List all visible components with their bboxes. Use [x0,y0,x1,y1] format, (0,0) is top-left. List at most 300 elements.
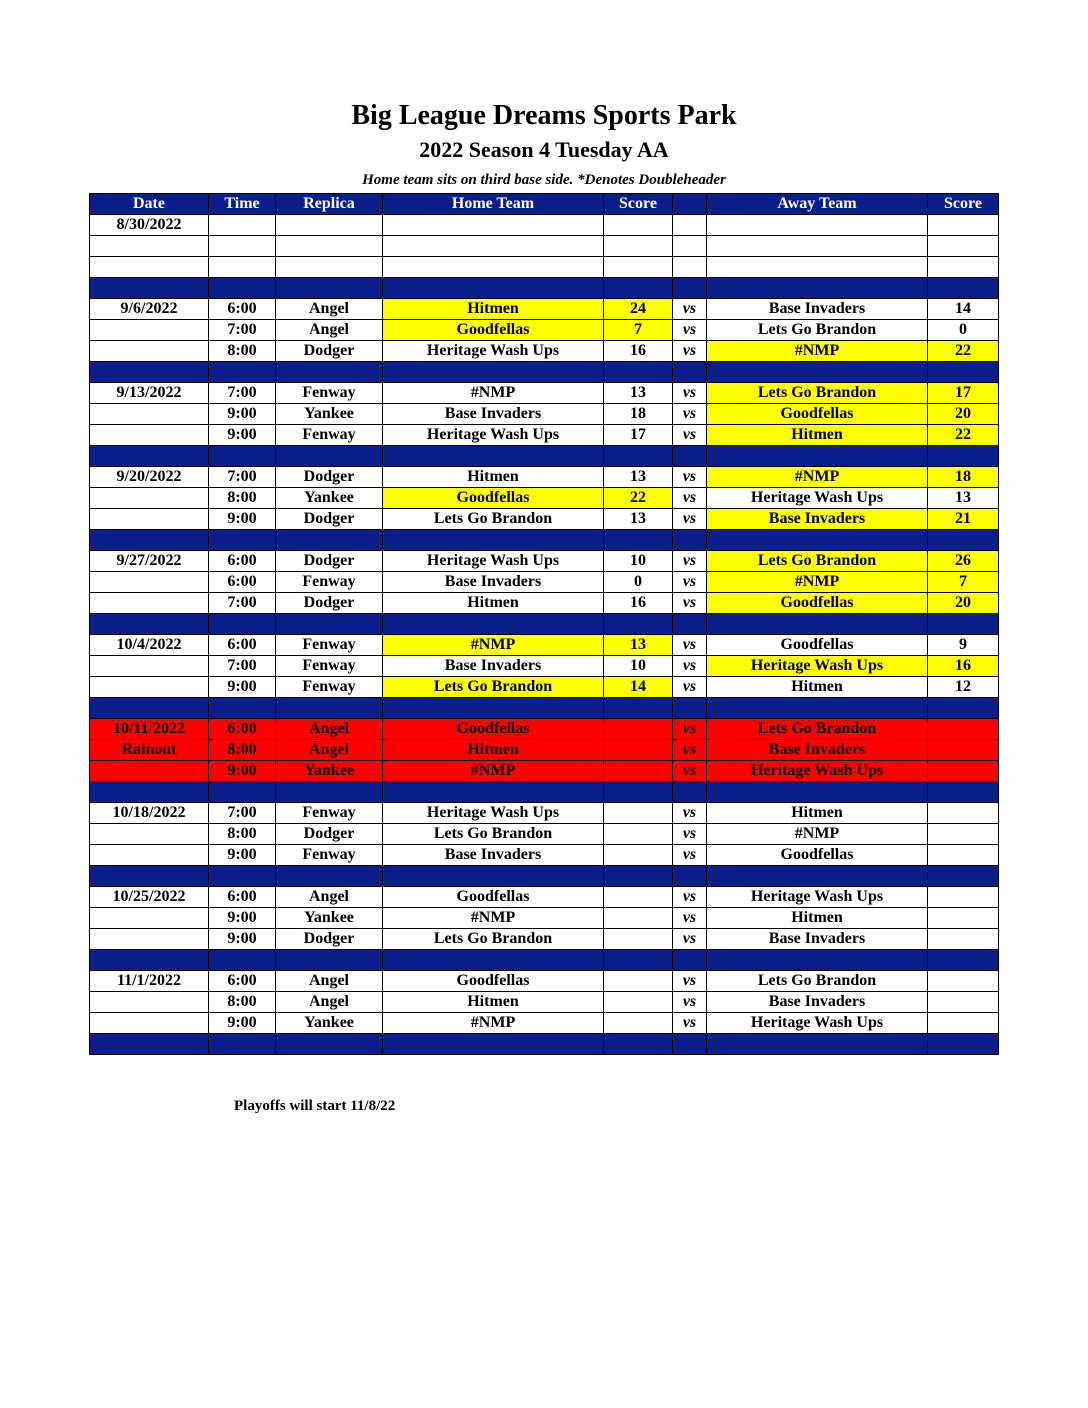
game-time: 7:00 [209,656,276,677]
game-row [90,488,999,509]
away-team: Base Invaders [707,992,928,1013]
header-replica: Replica [276,194,383,215]
away-score: 13 [928,488,999,509]
date-cell [90,236,209,257]
separator-cell [707,866,928,887]
away-score: 7 [928,572,999,593]
game-time: 7:00 [209,383,276,404]
header-date: Date [90,194,209,215]
separator-cell [276,446,383,467]
away-team: Lets Go Brandon [707,383,928,404]
game-row [90,908,999,929]
game-time: 9:00 [209,845,276,866]
away-score [928,740,999,761]
vs-label: vs [673,845,707,866]
empty-cell [707,257,928,278]
game-replica-field: Angel [276,971,383,992]
game-replica-field: Angel [276,719,383,740]
separator-cell [604,446,673,467]
home-team: Hitmen [383,992,604,1013]
away-score: 20 [928,593,999,614]
empty-cell [604,236,673,257]
game-row [90,425,999,446]
home-score: 14 [604,677,673,698]
date-cell [90,404,209,425]
week-date: 9/13/2022 [90,383,209,404]
separator-cell [90,278,209,299]
game-replica-field: Dodger [276,824,383,845]
empty-cell [276,236,383,257]
game-row [90,887,999,908]
separator-cell [604,278,673,299]
separator-cell [383,782,604,803]
week-date: 9/20/2022 [90,467,209,488]
separator-cell [707,1034,928,1055]
away-score [928,845,999,866]
vs-label: vs [673,551,707,572]
game-row [90,845,999,866]
date-cell [90,677,209,698]
separator-cell [673,614,707,635]
home-team: #NMP [383,908,604,929]
separator-cell [707,446,928,467]
vs-label: vs [673,677,707,698]
game-time: 7:00 [209,803,276,824]
separator-cell [90,698,209,719]
separator-cell [707,362,928,383]
vs-label: vs [673,992,707,1013]
away-team: Base Invaders [707,740,928,761]
separator-cell [209,782,276,803]
game-time: 9:00 [209,509,276,530]
home-team: Heritage Wash Ups [383,551,604,572]
game-row [90,656,999,677]
away-team: #NMP [707,824,928,845]
vs-label: vs [673,572,707,593]
vs-label: vs [673,908,707,929]
vs-label: vs [673,719,707,740]
game-row [90,551,999,572]
game-row [90,341,999,362]
separator-cell [209,530,276,551]
date-cell [90,908,209,929]
game-replica-field: Yankee [276,488,383,509]
separator-cell [90,362,209,383]
empty-cell [209,215,276,236]
separator-cell [90,1034,209,1055]
separator-cell [604,866,673,887]
week-date: 9/6/2022 [90,299,209,320]
game-time: 9:00 [209,761,276,782]
separator-cell [604,362,673,383]
game-row [90,803,999,824]
date-cell [90,656,209,677]
separator-cell [276,1034,383,1055]
vs-label: vs [673,635,707,656]
home-team: Heritage Wash Ups [383,425,604,446]
empty-cell [673,257,707,278]
game-row [90,929,999,950]
home-score [604,761,673,782]
game-time: 6:00 [209,572,276,593]
separator-cell [673,950,707,971]
game-time: 6:00 [209,887,276,908]
home-team: Lets Go Brandon [383,509,604,530]
empty-row [90,257,999,278]
game-replica-field: Yankee [276,1013,383,1034]
game-row [90,677,999,698]
week-separator-row [90,1034,999,1055]
empty-cell [673,236,707,257]
date-cell [90,593,209,614]
game-replica-field: Fenway [276,677,383,698]
home-score [604,803,673,824]
away-score [928,1013,999,1034]
home-team: Hitmen [383,740,604,761]
home-team: Base Invaders [383,656,604,677]
home-score [604,908,673,929]
home-team: Base Invaders [383,572,604,593]
home-team: Hitmen [383,593,604,614]
empty-cell [707,236,928,257]
game-time: 9:00 [209,908,276,929]
game-row [90,992,999,1013]
game-replica-field: Angel [276,299,383,320]
week-date: 10/11/2022 [90,719,209,740]
game-row [90,971,999,992]
game-replica-field: Dodger [276,551,383,572]
away-team: Hitmen [707,677,928,698]
empty-cell [928,257,999,278]
game-replica-field: Fenway [276,656,383,677]
separator-cell [209,950,276,971]
game-replica-field: Yankee [276,908,383,929]
schedule-note: Home team sits on third base side. *Denotes Doubleheader [362,172,726,188]
game-time: 6:00 [209,635,276,656]
home-team: Goodfellas [383,488,604,509]
playoffs-note: Playoffs will start 11/8/22 [234,1098,396,1114]
week-date: 9/27/2022 [90,551,209,572]
vs-label: vs [673,341,707,362]
away-score: 16 [928,656,999,677]
home-score: 13 [604,467,673,488]
empty-cell [604,257,673,278]
away-score [928,971,999,992]
separator-cell [707,530,928,551]
empty-cell [276,257,383,278]
home-team: Goodfellas [383,320,604,341]
game-time: 7:00 [209,320,276,341]
empty-cell [604,215,673,236]
game-row [90,383,999,404]
separator-cell [928,782,999,803]
week-separator-row [90,866,999,887]
separator-cell [928,614,999,635]
header-away-score: Score [928,194,999,215]
game-row [90,635,999,656]
vs-label: vs [673,299,707,320]
home-score [604,887,673,908]
empty-row [90,215,999,236]
away-team: Heritage Wash Ups [707,761,928,782]
date-cell: Rainout [90,740,209,761]
game-time: 6:00 [209,551,276,572]
header-vs [673,194,707,215]
game-row [90,719,999,740]
separator-cell [209,362,276,383]
game-time: 6:00 [209,719,276,740]
home-team: Hitmen [383,467,604,488]
week-separator-row [90,782,999,803]
game-row [90,1013,999,1034]
away-score [928,908,999,929]
date-cell [90,1013,209,1034]
page-title: Big League Dreams Sports Park [351,100,737,131]
game-replica-field: Angel [276,992,383,1013]
away-score: 22 [928,341,999,362]
empty-cell [928,236,999,257]
game-row [90,824,999,845]
game-replica-field: Dodger [276,467,383,488]
away-score: 14 [928,299,999,320]
header-row [90,194,999,215]
home-team: Base Invaders [383,845,604,866]
schedule-table [89,193,999,1055]
away-score [928,803,999,824]
game-row [90,740,999,761]
date-cell [90,488,209,509]
game-replica-field: Dodger [276,341,383,362]
empty-cell [707,215,928,236]
separator-cell [604,530,673,551]
game-replica-field: Dodger [276,593,383,614]
separator-cell [707,950,928,971]
separator-cell [90,530,209,551]
separator-cell [673,530,707,551]
separator-cell [209,446,276,467]
separator-cell [673,446,707,467]
week-separator-row [90,446,999,467]
separator-cell [90,446,209,467]
empty-cell [276,215,383,236]
game-time: 8:00 [209,488,276,509]
away-team: Lets Go Brandon [707,719,928,740]
away-team: Heritage Wash Ups [707,656,928,677]
separator-cell [707,698,928,719]
game-time: 8:00 [209,740,276,761]
home-score [604,824,673,845]
away-team: Heritage Wash Ups [707,488,928,509]
game-time: 8:00 [209,992,276,1013]
page-subtitle: 2022 Season 4 Tuesday AA [419,137,669,162]
date-cell [90,425,209,446]
separator-cell [276,950,383,971]
home-team: #NMP [383,635,604,656]
vs-label: vs [673,383,707,404]
game-replica-field: Dodger [276,509,383,530]
week-separator-row [90,698,999,719]
week-separator-row [90,362,999,383]
home-score [604,719,673,740]
home-team: Goodfellas [383,971,604,992]
game-row [90,299,999,320]
week-date: 8/30/2022 [90,215,209,236]
vs-label: vs [673,761,707,782]
away-team: #NMP [707,572,928,593]
separator-cell [383,278,604,299]
away-score [928,719,999,740]
home-score: 17 [604,425,673,446]
week-separator-row [90,950,999,971]
week-separator-row [90,530,999,551]
away-team: Hitmen [707,803,928,824]
empty-row [90,236,999,257]
date-cell [90,992,209,1013]
home-score: 22 [604,488,673,509]
away-team: Lets Go Brandon [707,971,928,992]
separator-cell [673,782,707,803]
header-away-team: Away Team [707,194,928,215]
game-row [90,593,999,614]
home-score [604,971,673,992]
game-replica-field: Yankee [276,404,383,425]
date-cell [90,572,209,593]
separator-cell [276,530,383,551]
home-score [604,929,673,950]
separator-cell [276,782,383,803]
game-row [90,404,999,425]
away-score: 22 [928,425,999,446]
home-team: #NMP [383,761,604,782]
game-time: 6:00 [209,971,276,992]
away-score: 18 [928,467,999,488]
vs-label: vs [673,824,707,845]
away-team: Lets Go Brandon [707,551,928,572]
empty-cell [383,215,604,236]
game-replica-field: Fenway [276,572,383,593]
home-score: 13 [604,509,673,530]
separator-cell [90,866,209,887]
separator-cell [276,698,383,719]
game-replica-field: Fenway [276,803,383,824]
vs-label: vs [673,740,707,761]
home-team: Lets Go Brandon [383,929,604,950]
separator-cell [604,950,673,971]
separator-cell [276,278,383,299]
separator-cell [673,698,707,719]
separator-cell [276,362,383,383]
week-date: 10/4/2022 [90,635,209,656]
game-replica-field: Angel [276,320,383,341]
game-row [90,509,999,530]
game-time: 6:00 [209,299,276,320]
vs-label: vs [673,1013,707,1034]
separator-cell [383,530,604,551]
away-score [928,761,999,782]
away-score: 12 [928,677,999,698]
home-team: Heritage Wash Ups [383,803,604,824]
game-row [90,572,999,593]
separator-cell [383,446,604,467]
separator-cell [928,278,999,299]
vs-label: vs [673,593,707,614]
vs-label: vs [673,509,707,530]
home-score: 10 [604,551,673,572]
separator-cell [928,530,999,551]
home-score [604,992,673,1013]
separator-cell [673,362,707,383]
game-time: 9:00 [209,404,276,425]
game-time: 9:00 [209,677,276,698]
separator-cell [90,782,209,803]
date-cell [90,845,209,866]
week-date: 10/25/2022 [90,887,209,908]
game-time: 8:00 [209,824,276,845]
home-team: #NMP [383,383,604,404]
date-cell [90,341,209,362]
home-team: Lets Go Brandon [383,824,604,845]
header-home-team: Home Team [383,194,604,215]
home-score [604,845,673,866]
game-row [90,761,999,782]
away-team: Goodfellas [707,404,928,425]
game-replica-field: Angel [276,740,383,761]
home-team: #NMP [383,1013,604,1034]
separator-cell [604,614,673,635]
away-team: Goodfellas [707,845,928,866]
header-time: Time [209,194,276,215]
away-team: Heritage Wash Ups [707,887,928,908]
vs-label: vs [673,320,707,341]
separator-cell [90,614,209,635]
home-team: Hitmen [383,299,604,320]
home-score: 16 [604,341,673,362]
home-score [604,740,673,761]
date-cell [90,929,209,950]
game-row [90,320,999,341]
date-cell [90,320,209,341]
away-team: #NMP [707,467,928,488]
vs-label: vs [673,971,707,992]
week-date: 11/1/2022 [90,971,209,992]
empty-cell [209,257,276,278]
game-replica-field: Yankee [276,761,383,782]
away-score: 17 [928,383,999,404]
separator-cell [928,446,999,467]
away-score: 21 [928,509,999,530]
away-team: Hitmen [707,908,928,929]
separator-cell [383,362,604,383]
date-cell [90,509,209,530]
away-team: Base Invaders [707,509,928,530]
away-score: 26 [928,551,999,572]
home-score: 0 [604,572,673,593]
empty-cell [383,236,604,257]
home-score: 7 [604,320,673,341]
separator-cell [673,278,707,299]
away-team: Goodfellas [707,593,928,614]
vs-label: vs [673,887,707,908]
vs-label: vs [673,404,707,425]
game-row [90,467,999,488]
away-score [928,929,999,950]
separator-cell [383,698,604,719]
empty-cell [928,215,999,236]
week-separator-row [90,278,999,299]
separator-cell [707,782,928,803]
game-replica-field: Fenway [276,383,383,404]
empty-cell [383,257,604,278]
